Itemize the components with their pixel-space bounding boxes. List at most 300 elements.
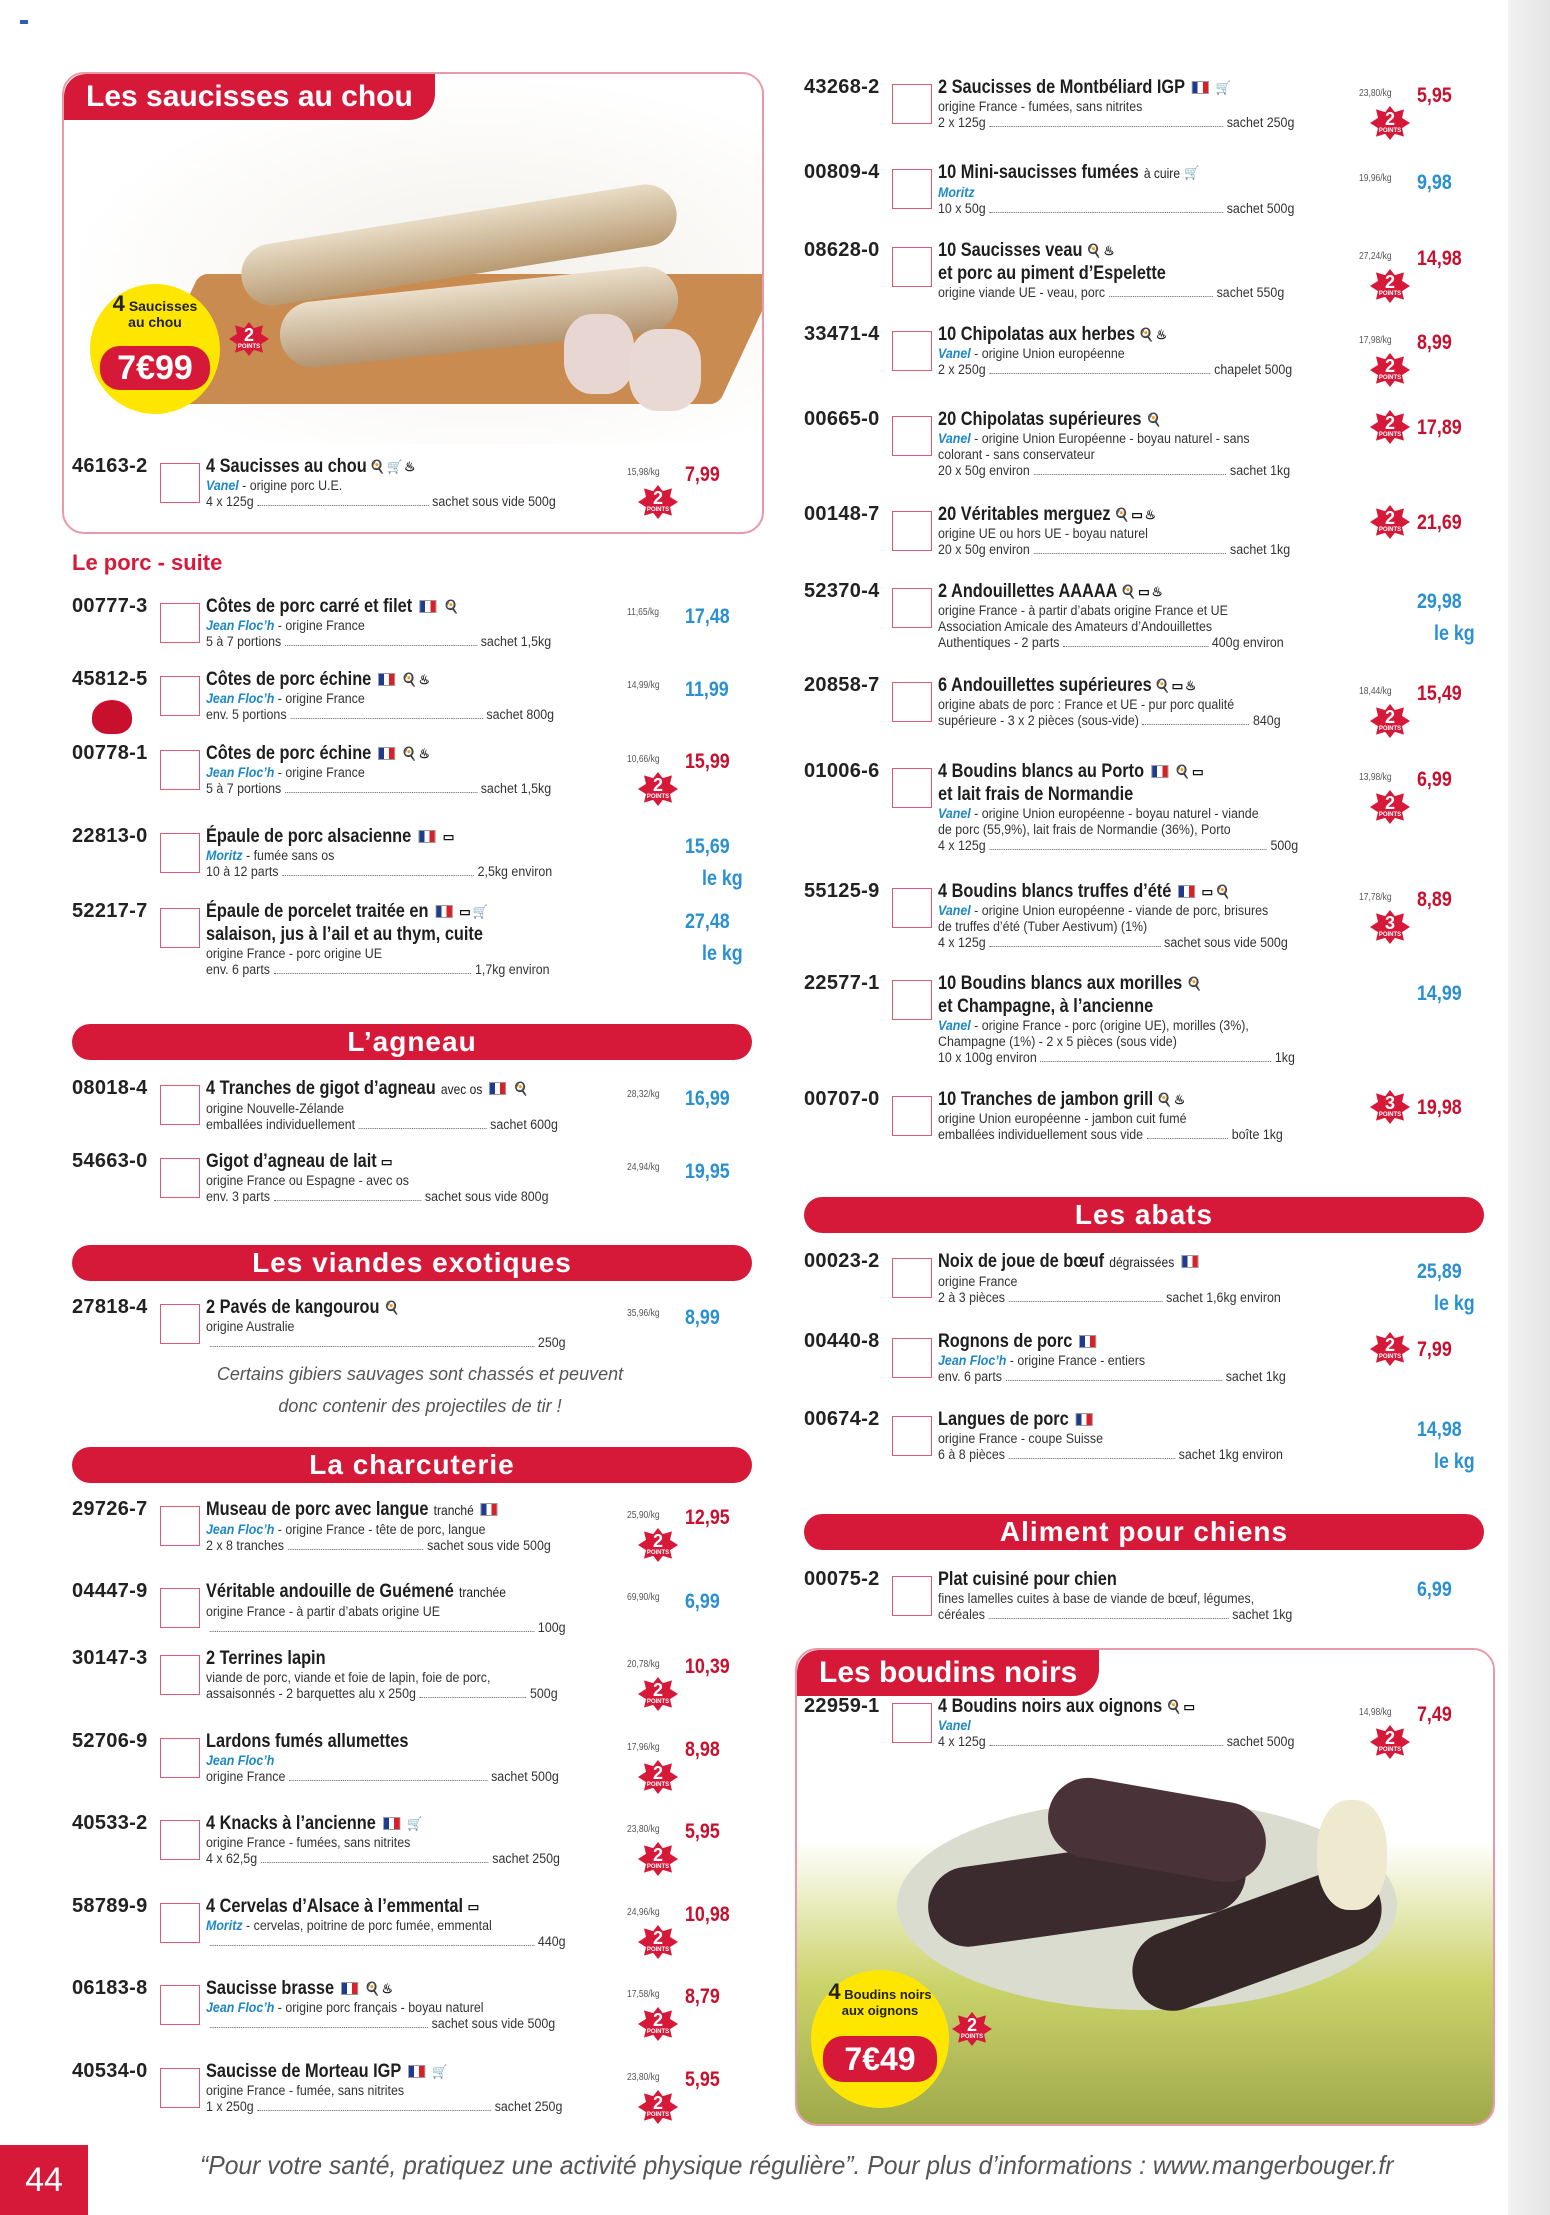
points-badge bbox=[638, 1842, 680, 1876]
order-checkbox[interactable] bbox=[160, 603, 200, 643]
cooking-icons: 🍳♨ bbox=[401, 746, 432, 762]
order-checkbox[interactable] bbox=[160, 1820, 200, 1860]
price: 9,98 bbox=[1417, 171, 1452, 194]
cooking-icons: 🍳▭ bbox=[1166, 1699, 1197, 1715]
points-badge bbox=[1370, 1725, 1412, 1759]
product-pack-line bbox=[938, 1127, 1343, 1143]
order-checkbox[interactable] bbox=[160, 1158, 200, 1198]
product-description bbox=[938, 580, 1378, 651]
product-description bbox=[938, 239, 1378, 301]
order-checkbox[interactable] bbox=[160, 750, 200, 790]
order-checkbox[interactable] bbox=[160, 676, 200, 716]
france-flag-icon bbox=[419, 600, 436, 613]
product-name-line2 bbox=[206, 923, 584, 946]
price-per-kg: 23,80/kg bbox=[627, 1824, 660, 1835]
pack-size: sachet 1kg bbox=[1230, 542, 1291, 558]
france-flag-icon bbox=[435, 905, 452, 918]
price-per-kg: 17,58/kg bbox=[627, 1989, 660, 2000]
product-name bbox=[938, 880, 1316, 903]
product-brand-line bbox=[938, 903, 1343, 919]
product-name-text: 10 Tranches de jambon grill bbox=[938, 1089, 1154, 1110]
brand-name: Jean Floc’h bbox=[938, 1353, 1007, 1368]
price: 7,49 bbox=[1417, 1703, 1452, 1726]
points-word: POINTS bbox=[646, 507, 670, 513]
brand-name: Vanel bbox=[938, 346, 971, 362]
pack-size: 250g bbox=[537, 1335, 566, 1351]
product-description bbox=[938, 1695, 1378, 1750]
pack-detail: 4 x 125g bbox=[206, 494, 254, 510]
france-flag-icon bbox=[383, 1817, 400, 1830]
order-checkbox[interactable] bbox=[892, 247, 932, 287]
product-origin: origine abats de porc : France et UE - pur porc qualité bbox=[938, 697, 1235, 713]
product-code: 08018-4 bbox=[72, 1077, 148, 1099]
pack-size: sachet 1kg environ bbox=[1178, 1447, 1283, 1462]
dot-leader bbox=[359, 1128, 487, 1129]
product-code: 01006-6 bbox=[804, 760, 880, 782]
cooking-icons: 🍳♨ bbox=[401, 672, 432, 688]
points-number: 2 bbox=[652, 1845, 663, 1865]
product-name-note: tranché bbox=[433, 1502, 474, 1518]
product-description bbox=[938, 674, 1378, 729]
product-description bbox=[206, 1150, 646, 1205]
product-name bbox=[206, 825, 584, 848]
price-per-kg: 24,96/kg bbox=[627, 1907, 660, 1918]
france-flag-icon bbox=[378, 747, 395, 760]
product-name-text: 10 Chipolatas aux herbes bbox=[938, 324, 1136, 345]
order-checkbox[interactable] bbox=[892, 1096, 932, 1136]
product-name-text: et porc au piment d’Espelette bbox=[938, 263, 1166, 285]
product-code: 20858-7 bbox=[804, 674, 880, 696]
price-per-kg: 15,98/kg bbox=[627, 467, 660, 478]
france-flag-icon bbox=[418, 830, 435, 843]
pack-detail: emballées individuellement sous vide bbox=[938, 1127, 1144, 1143]
pack-detail: 20 x 50g environ bbox=[938, 463, 1030, 479]
product-name-note: à cuire bbox=[1143, 165, 1181, 181]
product-brand-line bbox=[206, 2000, 611, 2016]
product-description bbox=[938, 1250, 1378, 1306]
cooking-icons: ▭ bbox=[381, 1154, 395, 1170]
product-brand-line bbox=[206, 1753, 611, 1769]
product-description bbox=[938, 1568, 1378, 1623]
cooking-icons: 🍳🛒♨ bbox=[369, 459, 418, 475]
pack-detail: 10 à 12 parts bbox=[206, 864, 279, 880]
product-name-text: Véritable andouille de Guémené bbox=[206, 1581, 454, 1602]
order-checkbox[interactable] bbox=[892, 511, 932, 551]
product-code: 40533-2 bbox=[72, 1812, 148, 1834]
product-brand-line bbox=[938, 1353, 1343, 1369]
dot-leader bbox=[210, 1346, 535, 1347]
product-name bbox=[938, 1695, 1316, 1718]
product-origin: origine France - coupe Suisse bbox=[938, 1431, 1103, 1446]
pack-detail: 2 x 125g bbox=[938, 115, 986, 131]
price: 21,69 bbox=[1417, 511, 1462, 534]
product-name-text: 10 Boudins blancs aux morilles bbox=[938, 973, 1183, 994]
pack-detail: env. 6 parts bbox=[938, 1369, 1002, 1384]
pack-size: sachet sous vide 500g bbox=[432, 494, 556, 510]
product-code: 43268-2 bbox=[804, 76, 880, 98]
product-description bbox=[206, 742, 646, 797]
cooking-icons: 🛒 bbox=[1216, 80, 1234, 96]
product-code: 00674-2 bbox=[804, 1408, 880, 1430]
product-pack-line bbox=[206, 1189, 611, 1205]
order-checkbox[interactable] bbox=[892, 1576, 932, 1616]
product-code: 52217-7 bbox=[72, 900, 148, 922]
product-name-text: 4 Knacks à l’ancienne bbox=[206, 1813, 376, 1834]
footer-text: “Pour votre santé, pratiquez une activité physique régulière”. Pour plus d’informations : www.mangerbouger.fr bbox=[200, 2150, 1394, 2180]
product-name bbox=[938, 239, 1316, 262]
pack-size: boîte 1kg bbox=[1231, 1127, 1283, 1143]
product-brand-line bbox=[206, 1918, 611, 1934]
order-checkbox[interactable] bbox=[892, 331, 932, 371]
product-name bbox=[206, 595, 584, 618]
product-code: 00665-0 bbox=[804, 408, 880, 430]
product-code: 54663-0 bbox=[72, 1150, 148, 1172]
product-description bbox=[938, 880, 1378, 951]
product-pack-line bbox=[206, 2016, 611, 2032]
order-checkbox[interactable] bbox=[160, 1985, 200, 2025]
brand-name: Jean Floc’h bbox=[206, 618, 275, 634]
cooking-icons: 🛒 bbox=[406, 1816, 425, 1832]
product-origin: - origine porc français - boyau naturel bbox=[274, 2000, 484, 2016]
points-number: 2 bbox=[1384, 272, 1395, 292]
product-brand-line bbox=[938, 1718, 1343, 1734]
price: 5,95 bbox=[685, 2068, 720, 2091]
dot-leader bbox=[257, 505, 428, 506]
product-code: 52370-4 bbox=[804, 580, 880, 602]
product-origin: - origine Union Européenne - boyau naturel - sans bbox=[970, 431, 1250, 447]
product-pack-line bbox=[938, 1607, 1343, 1623]
pack-detail: 5 à 7 portions bbox=[206, 781, 282, 797]
pack-detail: 20 x 50g environ bbox=[938, 542, 1030, 558]
price-per-kg: 35,96/kg bbox=[627, 1308, 660, 1319]
pack-size: sachet 550g bbox=[1216, 285, 1285, 301]
cooking-icons: 🍳 bbox=[383, 1300, 402, 1316]
product-code: 04447-9 bbox=[72, 1580, 148, 1602]
product-name bbox=[938, 580, 1316, 603]
price: 29,98 bbox=[1417, 590, 1462, 613]
order-checkbox[interactable] bbox=[892, 980, 932, 1020]
price-per-kg: 20,78/kg bbox=[627, 1659, 660, 1670]
order-checkbox[interactable] bbox=[160, 1506, 200, 1546]
product-pack-line bbox=[206, 1538, 611, 1554]
points-number: 2 bbox=[652, 2093, 663, 2113]
dot-leader bbox=[989, 212, 1223, 213]
cooking-icons: 🍳 bbox=[443, 599, 461, 615]
order-checkbox[interactable] bbox=[160, 463, 200, 503]
product-name-text: Épaule de porc alsacienne bbox=[206, 826, 412, 847]
hero-title: Les boudins noirs bbox=[797, 1650, 1099, 1696]
dot-leader bbox=[290, 718, 482, 719]
product-description bbox=[206, 1498, 646, 1554]
pack-size: sachet 1,5kg bbox=[480, 634, 552, 650]
product-brand-line bbox=[206, 478, 611, 494]
corner-mark bbox=[20, 20, 28, 24]
dot-leader bbox=[288, 1549, 424, 1550]
price-unit: le kg bbox=[702, 942, 743, 965]
order-checkbox[interactable] bbox=[892, 588, 932, 628]
price: 15,69 bbox=[685, 835, 730, 858]
order-checkbox[interactable] bbox=[160, 833, 200, 873]
france-flag-icon bbox=[1076, 1413, 1093, 1426]
product-description bbox=[938, 1408, 1378, 1463]
dot-leader bbox=[420, 1697, 527, 1698]
cooking-icons: 🍳♨ bbox=[1138, 327, 1169, 343]
points-word: POINTS bbox=[646, 1864, 670, 1870]
order-checkbox[interactable] bbox=[160, 1903, 200, 1943]
section-porc-suite: Le porc - suite bbox=[72, 550, 223, 575]
pack-detail: 6 à 8 pièces bbox=[938, 1447, 1005, 1462]
product-code: 00440-8 bbox=[804, 1330, 880, 1352]
product-origin: origine Nouvelle-Zélande bbox=[206, 1101, 345, 1116]
promo-bubble: 4 Saucisses au chou 7€99 bbox=[90, 284, 220, 414]
product-brand-line bbox=[938, 1018, 1343, 1034]
points-badge bbox=[638, 485, 680, 519]
product-brand-line bbox=[206, 765, 611, 781]
product-description bbox=[938, 408, 1378, 479]
points-number: 2 bbox=[1384, 1728, 1395, 1748]
price-per-kg: 17,96/kg bbox=[627, 1742, 660, 1753]
cooking-icons: 🍳▭ bbox=[1174, 764, 1206, 780]
product-code: 00809-4 bbox=[804, 161, 880, 183]
price-per-kg: 25,90/kg bbox=[627, 1510, 660, 1521]
order-checkbox[interactable] bbox=[160, 2068, 200, 2108]
price: 14,98 bbox=[1417, 1418, 1462, 1441]
order-checkbox[interactable] bbox=[892, 169, 932, 209]
price-per-kg: 17,98/kg bbox=[1359, 335, 1392, 346]
product-name-text: Saucisse brasse bbox=[206, 1978, 335, 1999]
product-description bbox=[206, 668, 646, 723]
pack-detail: 4 x 62,5g bbox=[206, 1851, 258, 1867]
points-number: 2 bbox=[652, 775, 663, 795]
cooking-icons: 🛒 bbox=[432, 2064, 450, 2080]
price-per-kg: 11,65/kg bbox=[627, 607, 659, 618]
product-brand-line bbox=[206, 618, 611, 634]
product-code: 00777-3 bbox=[72, 595, 148, 617]
points-badge bbox=[1370, 269, 1412, 303]
product-name-text: et lait frais de Normandie bbox=[938, 784, 1134, 806]
pack-size: 2,5kg environ bbox=[477, 864, 553, 880]
france-flag-icon bbox=[1178, 885, 1195, 898]
price: 6,99 bbox=[1417, 1578, 1452, 1601]
product-pack-line bbox=[206, 2099, 611, 2115]
product-name bbox=[938, 972, 1316, 995]
product-origin: origine Australie bbox=[206, 1319, 295, 1335]
pack-detail: 4 x 125g bbox=[938, 838, 986, 854]
order-checkbox[interactable] bbox=[160, 1304, 200, 1344]
product-code: 22577-1 bbox=[804, 972, 880, 994]
order-checkbox[interactable] bbox=[892, 416, 932, 456]
brand-name: Jean Floc’h bbox=[206, 1753, 275, 1768]
product-name-text: Saucisse de Morteau IGP bbox=[206, 2061, 402, 2082]
pack-size: sachet 800g bbox=[486, 707, 555, 723]
pack-size: sachet 1kg bbox=[1230, 463, 1291, 479]
cooking-icons: 🍳 bbox=[1186, 976, 1204, 992]
dot-leader bbox=[989, 946, 1160, 947]
price: 11,99 bbox=[685, 678, 729, 701]
pack-detail: 4 x 125g bbox=[938, 1734, 986, 1750]
brand-name: Vanel bbox=[938, 806, 971, 822]
product-pack-line bbox=[938, 1290, 1343, 1306]
points-word: POINTS bbox=[646, 2112, 670, 2118]
pack-size: 500g bbox=[1270, 838, 1299, 854]
order-checkbox[interactable] bbox=[892, 1703, 932, 1743]
brand-name: Moritz bbox=[938, 185, 975, 200]
order-checkbox[interactable] bbox=[160, 1588, 200, 1628]
points-word: POINTS bbox=[646, 1699, 670, 1705]
order-checkbox[interactable] bbox=[160, 1738, 200, 1778]
pack-detail: origine France bbox=[206, 1769, 286, 1784]
product-code: 00075-2 bbox=[804, 1568, 880, 1590]
product-code: 52706-9 bbox=[72, 1730, 148, 1752]
points-number: 2 bbox=[652, 1928, 663, 1948]
pack-size: 1,7kg environ bbox=[474, 962, 550, 978]
product-pack-line bbox=[938, 935, 1343, 951]
product-brand-line bbox=[938, 806, 1343, 822]
pack-size: 840g bbox=[1252, 713, 1281, 729]
dot-leader bbox=[210, 1631, 535, 1632]
order-checkbox[interactable] bbox=[892, 84, 932, 124]
product-name-text: 4 Saucisses au chou bbox=[206, 456, 367, 477]
points-badge bbox=[638, 1528, 680, 1562]
points-word: POINTS bbox=[1378, 932, 1402, 938]
price: 19,95 bbox=[685, 1160, 730, 1183]
product-description bbox=[206, 900, 646, 978]
product-origin: viande de porc, viande et foie de lapin, foie de porc, bbox=[206, 1670, 491, 1685]
cooking-icons: 🍳 bbox=[1145, 412, 1164, 428]
order-checkbox[interactable] bbox=[892, 1258, 932, 1298]
pack-detail: env. 6 parts bbox=[206, 962, 270, 978]
france-flag-icon bbox=[1079, 1335, 1096, 1348]
product-origin: - origine France bbox=[274, 691, 365, 707]
product-pack-line bbox=[938, 463, 1343, 479]
product-code: 00148-7 bbox=[804, 503, 880, 525]
product-name bbox=[206, 1077, 584, 1101]
dot-leader bbox=[285, 792, 477, 793]
price: 15,49 bbox=[1417, 682, 1462, 705]
france-flag-icon bbox=[1192, 81, 1209, 94]
product-description bbox=[206, 455, 646, 510]
product-name-note: tranchée bbox=[459, 1584, 506, 1600]
product-description bbox=[938, 1088, 1378, 1143]
product-name-text: 6 Andouillettes supérieures bbox=[938, 675, 1152, 696]
pack-detail: 10 x 50g bbox=[938, 201, 986, 216]
product-code: 00023-2 bbox=[804, 1250, 880, 1272]
product-name-note: dégraissées bbox=[1109, 1254, 1175, 1270]
points-number: 2 bbox=[1384, 508, 1395, 528]
dot-leader bbox=[210, 2027, 428, 2028]
brand-name: Jean Floc’h bbox=[206, 765, 275, 781]
dot-leader bbox=[282, 875, 474, 876]
dot-leader bbox=[1109, 296, 1213, 297]
product-code: 27818-4 bbox=[72, 1296, 148, 1318]
promo-bubble: 4 Boudins noirs aux oignons 7€49 bbox=[811, 1970, 949, 2108]
price: 5,95 bbox=[685, 1820, 720, 1843]
product-name-note: avec os bbox=[440, 1081, 483, 1097]
gibier-note: Certains gibiers sauvages sont chassés et peuvent donc contenir des projectiles de tir ! bbox=[216, 1364, 624, 1416]
product-brand-line bbox=[206, 691, 611, 707]
points-word: POINTS bbox=[646, 794, 670, 800]
points-badge: 2 POINTS bbox=[952, 2012, 994, 2046]
product-code: 40534-0 bbox=[72, 2060, 148, 2082]
price: 25,89 bbox=[1417, 1260, 1462, 1283]
order-checkbox[interactable] bbox=[160, 908, 200, 948]
product-pack-line bbox=[938, 713, 1343, 729]
product-name bbox=[206, 1647, 584, 1670]
pack-detail: origine viande UE - veau, porc bbox=[938, 285, 1106, 301]
order-checkbox[interactable] bbox=[892, 1416, 932, 1456]
price: 16,99 bbox=[685, 1087, 730, 1110]
product-pack-line bbox=[938, 838, 1343, 854]
points-word: POINTS bbox=[646, 1782, 670, 1788]
price: 12,95 bbox=[685, 1506, 730, 1529]
product-origin: origine France - fumées, sans nitrites bbox=[938, 99, 1143, 115]
points-badge bbox=[1370, 106, 1412, 140]
brand-name: Moritz bbox=[206, 848, 243, 864]
product-pack-line bbox=[938, 1369, 1343, 1385]
order-checkbox[interactable] bbox=[892, 888, 932, 928]
dot-leader bbox=[1009, 1458, 1175, 1459]
pack-detail: emballées individuellement bbox=[206, 1117, 356, 1132]
product-name-text: Côtes de porc échine bbox=[206, 669, 372, 690]
pack-size: sachet sous vide 800g bbox=[424, 1189, 549, 1205]
dot-leader bbox=[989, 1745, 1223, 1746]
order-checkbox[interactable] bbox=[892, 1338, 932, 1378]
order-checkbox[interactable] bbox=[892, 682, 932, 722]
product-code: 45812-5 bbox=[72, 668, 148, 690]
dot-leader bbox=[989, 373, 1210, 374]
points-badge: 2 POINTS bbox=[229, 322, 271, 356]
product-name bbox=[938, 1250, 1316, 1274]
order-checkbox[interactable] bbox=[892, 768, 932, 808]
pack-detail: assaisonnés - 2 barquettes alu x 250g bbox=[206, 1686, 416, 1701]
product-name-line2 bbox=[938, 783, 1316, 806]
pack-size: 400g environ bbox=[1211, 635, 1284, 651]
price-per-kg: 23,80/kg bbox=[1359, 88, 1392, 99]
price-per-kg: 17,78/kg bbox=[1359, 892, 1392, 903]
product-name-line2 bbox=[938, 262, 1316, 285]
product-name bbox=[938, 1330, 1316, 1353]
product-pack-line bbox=[206, 1117, 611, 1133]
order-checkbox[interactable] bbox=[160, 1655, 200, 1695]
product-name bbox=[938, 76, 1316, 99]
points-word: POINTS bbox=[1378, 527, 1402, 533]
product-code: 06183-8 bbox=[72, 1977, 148, 1999]
product-name bbox=[206, 742, 584, 765]
product-name bbox=[938, 1568, 1316, 1591]
order-checkbox[interactable] bbox=[160, 1085, 200, 1125]
product-pack-line bbox=[206, 1335, 611, 1351]
product-code: 33471-4 bbox=[804, 323, 880, 345]
product-name-text: 2 Andouillettes AAAAA bbox=[938, 581, 1118, 602]
product-description bbox=[938, 161, 1378, 217]
product-origin: - origine Union européenne bbox=[970, 346, 1125, 362]
product-name-text: 4 Tranches de gigot d’agneau bbox=[206, 1078, 436, 1099]
points-word: POINTS bbox=[1378, 726, 1402, 732]
price: 8,79 bbox=[685, 1985, 720, 2008]
product-detail: colorant - sans conservateur bbox=[938, 447, 1095, 463]
product-origin: - origine Union européenne - viande de porc, brisures bbox=[970, 903, 1269, 919]
france-flag-icon bbox=[1151, 765, 1168, 778]
brand-name: Vanel bbox=[938, 431, 971, 447]
points-word: POINTS bbox=[1378, 1354, 1402, 1360]
product-description bbox=[206, 2060, 646, 2115]
points-number: 3 bbox=[1384, 1093, 1395, 1113]
pack-size: sachet 600g bbox=[490, 1117, 558, 1132]
dot-leader bbox=[1147, 1138, 1228, 1139]
product-pack-line bbox=[938, 542, 1343, 558]
pack-size: sachet sous vide 500g bbox=[431, 2016, 556, 2032]
product-pack-line bbox=[206, 634, 611, 650]
